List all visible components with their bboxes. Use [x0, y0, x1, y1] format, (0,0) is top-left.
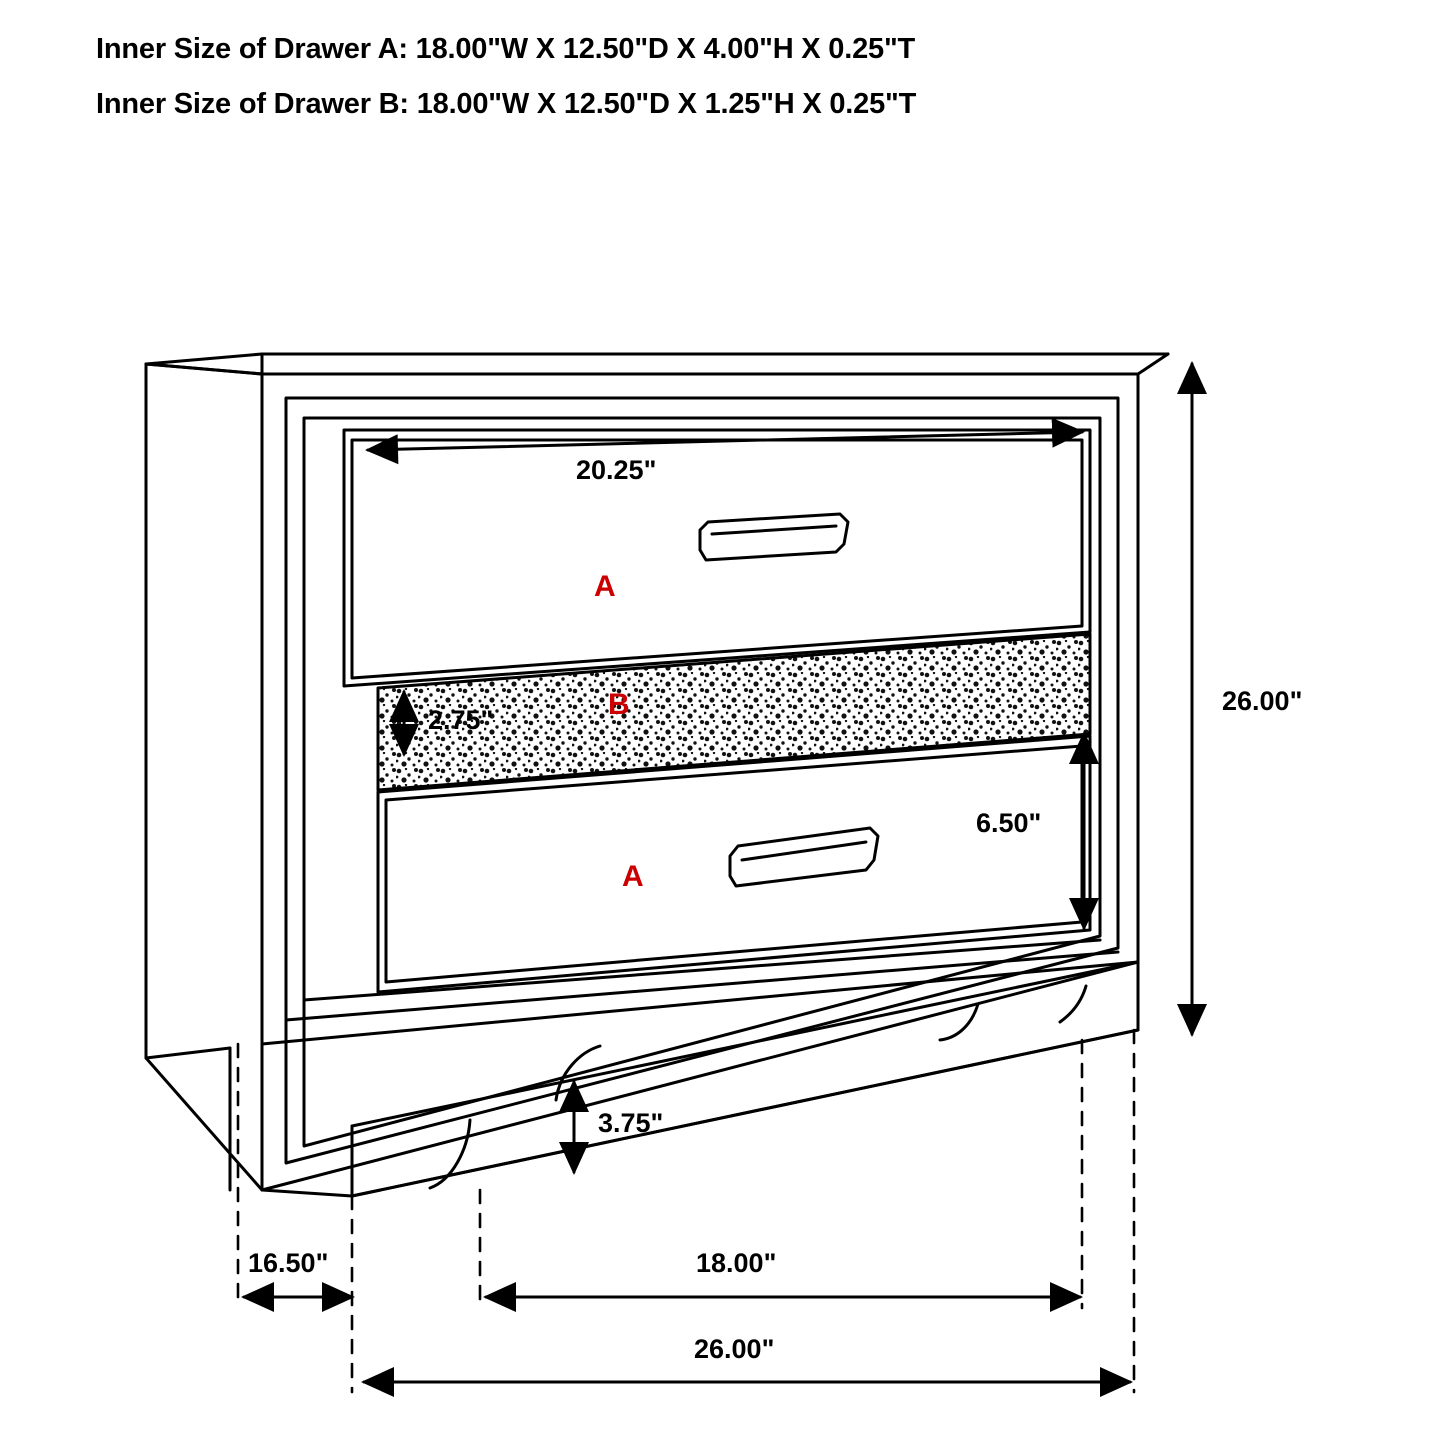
dimension-inner-width: 18.00"	[696, 1248, 777, 1278]
dimension-depth: 16.50"	[248, 1248, 329, 1278]
callout-drawer-a-bottom: A	[622, 860, 644, 893]
dimension-overall-height: 26.00"	[1222, 686, 1303, 716]
dimension-lower-drawer-height: 6.50"	[976, 808, 1042, 838]
dimension-drawer-width: 20.25"	[576, 455, 657, 485]
dimension-overall-width: 26.00"	[694, 1334, 775, 1364]
dimension-leg-height: 3.75"	[598, 1108, 664, 1138]
callout-drawer-b: B	[608, 688, 630, 721]
dimension-drawer-b-height: 2.75"	[428, 705, 494, 735]
header-line-drawer-b: Inner Size of Drawer B: 18.00"W X 12.50"D X 1.25"H X 0.25"T	[96, 88, 917, 120]
callout-drawer-a-top: A	[594, 570, 616, 603]
header-line-drawer-a: Inner Size of Drawer A: 18.00"W X 12.50"D X 4.00"H X 0.25"T	[96, 33, 916, 65]
